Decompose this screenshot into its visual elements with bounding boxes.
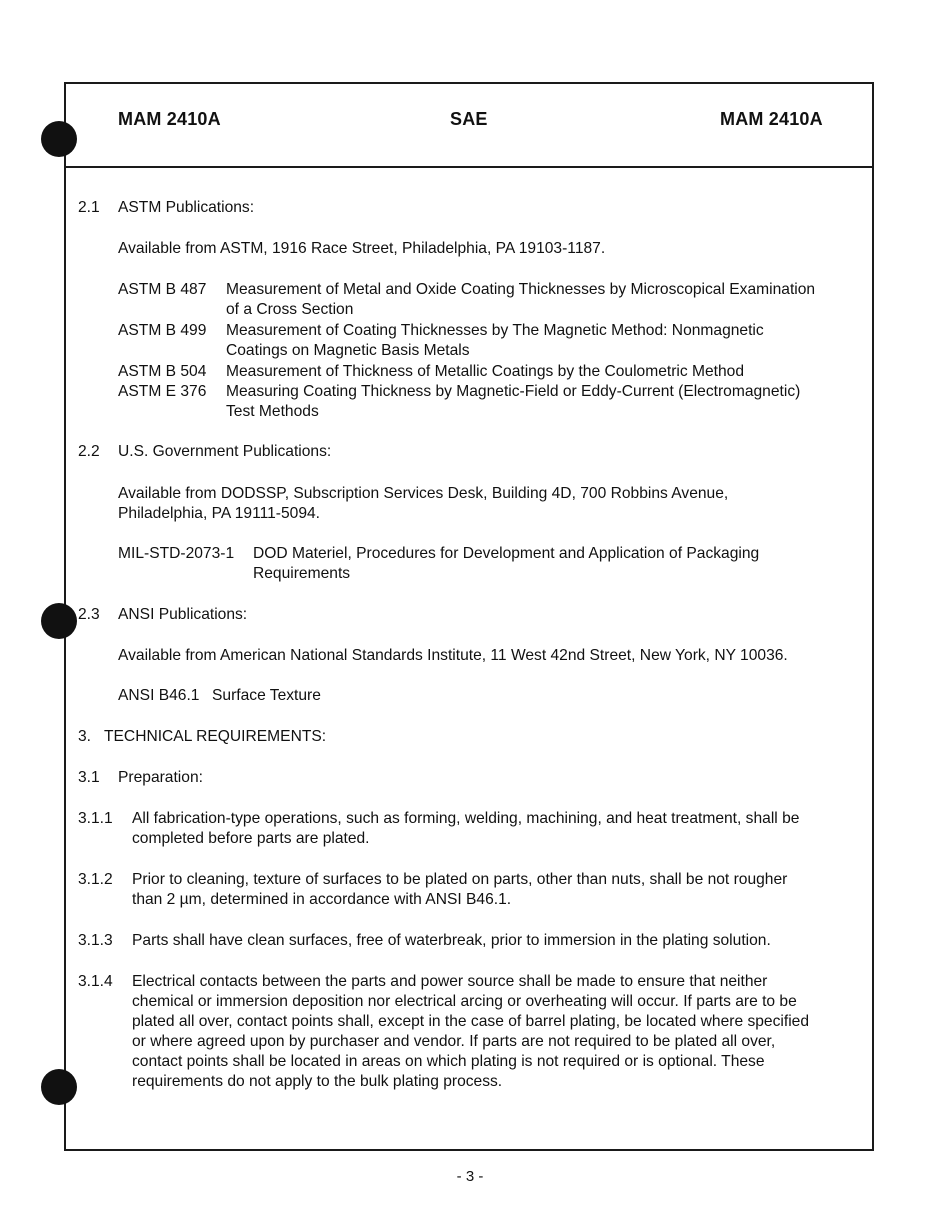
section-3-title: TECHNICAL REQUIREMENTS:	[104, 728, 327, 745]
header-doc-id-left: MAM 2410A	[118, 109, 221, 129]
paragraph-line: requirements do not apply to the bulk plating process.	[132, 1073, 503, 1090]
section-3-1-title: Preparation:	[118, 769, 203, 786]
section-3-1-number: 3.1	[78, 769, 100, 786]
header-divider	[64, 166, 874, 168]
page-number: - 3 -	[456, 1168, 484, 1185]
ref-description-cont: of a Cross Section	[226, 301, 354, 318]
ref-code: MIL-STD-2073-1	[118, 545, 235, 562]
section-2-1-title: ASTM Publications:	[118, 199, 255, 216]
section-2-3-title: ANSI Publications:	[118, 606, 248, 623]
paragraph-line: or where agreed upon by purchaser and vendor. If parts are not required to be plated all over,	[132, 1033, 776, 1050]
paragraph-line: Prior to cleaning, texture of surfaces to be plated on parts, other than nuts, shall be not rougher	[132, 871, 788, 888]
ref-description: Measuring Coating Thickness by Magnetic-Field or Eddy-Current (Electromagnetic)	[226, 383, 801, 400]
section-3-1-3-number: 3.1.3	[78, 932, 113, 949]
ref-description: Measurement of Thickness of Metallic Coatings by the Coulometric Method	[226, 363, 745, 380]
ref-description: Measurement of Metal and Oxide Coating Thicknesses by Microscopical Examination	[226, 281, 816, 298]
ref-description: Measurement of Coating Thicknesses by The Magnetic Method: Nonmagnetic	[226, 322, 764, 339]
section-3-1-1-number: 3.1.1	[78, 810, 113, 827]
ref-code: ANSI B46.1	[118, 687, 200, 704]
ref-description: DOD Materiel, Procedures for Development and Application of Packaging	[253, 545, 760, 562]
section-2-3-availability: Available from American National Standards Institute, 11 West 42nd Street, New York, NY 10036.	[118, 647, 788, 664]
section-2-2-availability: Available from DODSSP, Subscription Services Desk, Building 4D, 700 Robbins Avenue,	[118, 485, 729, 502]
section-2-3-number: 2.3	[78, 606, 100, 623]
section-3-1-2-number: 3.1.2	[78, 871, 113, 888]
section-2-2-title: U.S. Government Publications:	[118, 443, 332, 460]
ref-code: ASTM B 504	[118, 363, 207, 380]
paragraph-line: contact points shall be located in areas on which plating is not required or is optional. These	[132, 1053, 765, 1070]
header-org: SAE	[450, 109, 488, 129]
section-2-1-number: 2.1	[78, 199, 100, 216]
punch-hole-top	[41, 121, 77, 157]
section-2-2-number: 2.2	[78, 443, 100, 460]
punch-hole-bottom	[41, 1069, 77, 1105]
paragraph-line: plated all over, contact points shall, except in the case of barrel plating, be located where specified	[132, 1013, 810, 1030]
ref-description-cont: Test Methods	[226, 403, 319, 420]
paragraph-line: Electrical contacts between the parts and power source shall be made to ensure that neither	[132, 973, 768, 990]
ref-description-cont: Coatings on Magnetic Basis Metals	[226, 342, 470, 359]
punch-hole-middle	[41, 603, 77, 639]
section-3-number: 3.	[78, 728, 92, 745]
paragraph-line: chemical or immersion deposition nor electrical arcing or overheating will occur. If parts are to be	[132, 993, 797, 1010]
section-3-1-4-number: 3.1.4	[78, 973, 113, 990]
paragraph-line: Parts shall have clean surfaces, free of waterbreak, prior to immersion in the plating solution.	[132, 932, 771, 949]
paragraph-line: completed before parts are plated.	[132, 830, 370, 847]
paragraph-line: than 2 µm, determined in accordance with ANSI B46.1.	[132, 891, 512, 908]
header-doc-id-right: MAM 2410A	[720, 109, 823, 129]
section-2-2-availability-cont: Philadelphia, PA 19111-5094.	[118, 505, 321, 522]
paragraph-line: All fabrication-type operations, such as forming, welding, machining, and heat treatment, shall be	[132, 810, 800, 827]
ref-code: ASTM B 487	[118, 281, 207, 298]
ref-code: ASTM B 499	[118, 322, 207, 339]
section-2-1-availability: Available from ASTM, 1916 Race Street, Philadelphia, PA 19103-1187.	[118, 240, 606, 257]
ref-description: Surface Texture	[212, 687, 321, 704]
ref-description-cont: Requirements	[253, 565, 351, 582]
ref-code: ASTM E 376	[118, 383, 207, 400]
